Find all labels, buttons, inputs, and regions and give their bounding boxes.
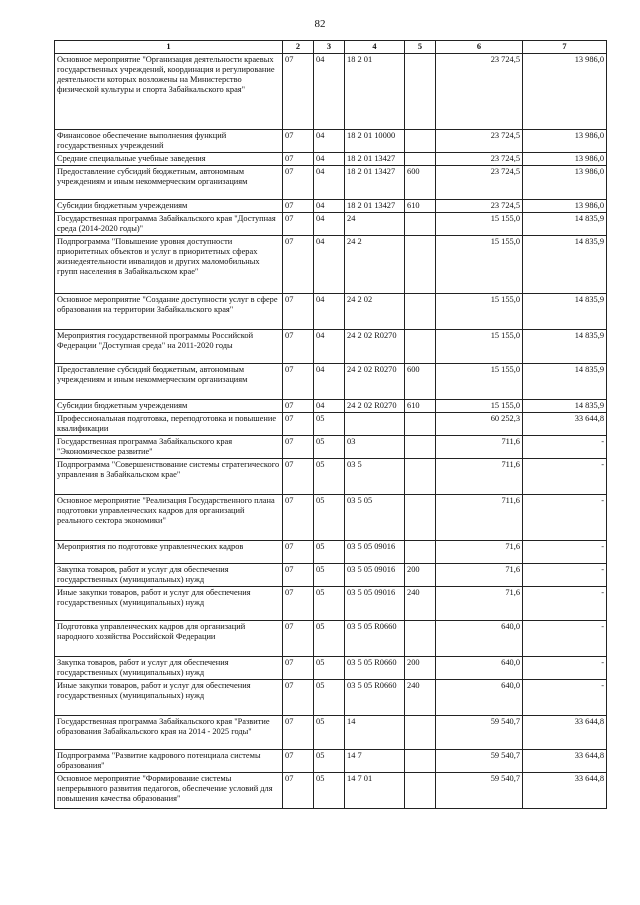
header-col-7: 7 — [523, 41, 607, 54]
row-amount-2-cell: 33 644,8 — [523, 749, 607, 772]
table-row — [55, 199, 607, 212]
row-expense-type-cell — [405, 212, 436, 235]
row-expense-type-cell: 610 — [405, 199, 436, 212]
table-row — [55, 563, 607, 586]
header-col-4: 4 — [345, 41, 405, 54]
row-target-article-cell: 24 2 02 R0270 — [345, 399, 405, 412]
row-amount-1-cell: 15 155,0 — [436, 329, 523, 363]
row-target-article-cell: 18 2 01 10000 — [345, 130, 405, 153]
row-amount-2-cell: - — [523, 435, 607, 458]
row-subsection-cell: 04 — [314, 399, 345, 412]
row-name-cell: Основное мероприятие "Формирование системы непрерывного развития педагогов, обеспечение условий для повышения качества образования" — [55, 772, 283, 808]
row-amount-2-cell: 14 835,9 — [523, 363, 607, 399]
row-subsection-cell: 05 — [314, 679, 345, 715]
row-section-cell: 07 — [283, 563, 314, 586]
row-target-article-cell: 24 2 02 — [345, 293, 405, 329]
budget-table — [54, 40, 607, 809]
row-section-cell: 07 — [283, 199, 314, 212]
row-name-cell: Основное мероприятие "Реализация Государственного плана подготовки управленческих кадров для организаций реального сектора экономики" — [55, 494, 283, 540]
row-target-article-cell: 03 5 05 09016 — [345, 563, 405, 586]
row-section-cell: 07 — [283, 458, 314, 494]
row-amount-1-cell: 15 155,0 — [436, 293, 523, 329]
row-amount-1-cell: 711,6 — [436, 494, 523, 540]
table-row — [55, 399, 607, 412]
row-amount-2-cell: 13 986,0 — [523, 165, 607, 199]
row-amount-2-cell: 13 986,0 — [523, 130, 607, 153]
table-row — [55, 494, 607, 540]
row-amount-1-cell: 711,6 — [436, 458, 523, 494]
row-name-cell: Закупка товаров, работ и услуг для обеспечения государственных (муниципальных) нужд — [55, 563, 283, 586]
row-expense-type-cell: 600 — [405, 363, 436, 399]
row-amount-2-cell: - — [523, 563, 607, 586]
page-number: 82 — [314, 18, 326, 30]
row-subsection-cell: 05 — [314, 412, 345, 435]
row-section-cell: 07 — [283, 363, 314, 399]
row-subsection-cell: 05 — [314, 435, 345, 458]
row-target-article-cell: 03 5 05 — [345, 494, 405, 540]
row-expense-type-cell — [405, 54, 436, 130]
row-amount-1-cell: 60 252,3 — [436, 412, 523, 435]
row-expense-type-cell: 200 — [405, 563, 436, 586]
row-name-cell: Подпрограмма "Развитие кадрового потенциала системы образования" — [55, 749, 283, 772]
row-target-article-cell: 14 7 — [345, 749, 405, 772]
table-row — [55, 212, 607, 235]
row-section-cell: 07 — [283, 494, 314, 540]
table-row — [55, 772, 607, 808]
row-target-article-cell — [345, 412, 405, 435]
row-amount-2-cell: - — [523, 494, 607, 540]
row-expense-type-cell — [405, 620, 436, 656]
row-expense-type-cell — [405, 772, 436, 808]
row-amount-2-cell: - — [523, 458, 607, 494]
row-expense-type-cell — [405, 153, 436, 166]
row-expense-type-cell: 610 — [405, 399, 436, 412]
row-amount-2-cell: 13 986,0 — [523, 54, 607, 130]
row-name-cell: Финансовое обеспечение выполнения функций государственных учреждений — [55, 130, 283, 153]
row-amount-2-cell: 33 644,8 — [523, 412, 607, 435]
row-target-article-cell: 14 7 01 — [345, 772, 405, 808]
row-section-cell: 07 — [283, 130, 314, 153]
row-amount-1-cell: 71,6 — [436, 540, 523, 563]
row-section-cell: 07 — [283, 54, 314, 130]
row-name-cell: Государственная программа Забайкальского края "Доступная среда (2014-2020 годы)" — [55, 212, 283, 235]
header-col-6: 6 — [436, 41, 523, 54]
row-target-article-cell: 18 2 01 13427 — [345, 165, 405, 199]
row-subsection-cell: 05 — [314, 458, 345, 494]
row-amount-2-cell: 14 835,9 — [523, 399, 607, 412]
row-section-cell: 07 — [283, 212, 314, 235]
row-amount-1-cell: 23 724,5 — [436, 54, 523, 130]
row-subsection-cell: 05 — [314, 656, 345, 679]
row-subsection-cell: 04 — [314, 165, 345, 199]
table-row — [55, 235, 607, 293]
row-subsection-cell: 05 — [314, 563, 345, 586]
row-target-article-cell: 03 5 — [345, 458, 405, 494]
row-subsection-cell: 04 — [314, 54, 345, 130]
row-name-cell: Субсидии бюджетным учреждениям — [55, 199, 283, 212]
header-col-5: 5 — [405, 41, 436, 54]
row-section-cell: 07 — [283, 412, 314, 435]
table-body — [55, 54, 607, 809]
row-target-article-cell: 24 2 02 R0270 — [345, 363, 405, 399]
row-target-article-cell: 18 2 01 13427 — [345, 199, 405, 212]
row-amount-1-cell: 15 155,0 — [436, 235, 523, 293]
table-row — [55, 435, 607, 458]
row-subsection-cell: 04 — [314, 199, 345, 212]
row-amount-1-cell: 15 155,0 — [436, 363, 523, 399]
row-name-cell: Предоставление субсидий бюджетным, автономным учреждениям и иным некоммерческим организациям — [55, 363, 283, 399]
row-subsection-cell: 05 — [314, 715, 345, 749]
row-subsection-cell: 04 — [314, 235, 345, 293]
row-name-cell: Основное мероприятие "Организация деятельности краевых государственных учреждений, координация и регулирование деятельности которых возложены на Министерство физической культуры и спорта Забайкальского края" — [55, 54, 283, 130]
row-amount-2-cell: 33 644,8 — [523, 772, 607, 808]
table-row — [55, 620, 607, 656]
row-expense-type-cell: 600 — [405, 165, 436, 199]
row-section-cell: 07 — [283, 435, 314, 458]
row-name-cell: Основное мероприятие "Создание доступности услуг в сфере образования на территории Забайкальского края" — [55, 293, 283, 329]
row-name-cell: Подготовка управленческих кадров для организаций народного хозяйства Российской Федерации — [55, 620, 283, 656]
row-section-cell: 07 — [283, 399, 314, 412]
table-row — [55, 153, 607, 166]
table-row — [55, 679, 607, 715]
row-subsection-cell: 05 — [314, 620, 345, 656]
row-subsection-cell: 04 — [314, 130, 345, 153]
row-amount-2-cell: 13 986,0 — [523, 199, 607, 212]
table-row — [55, 540, 607, 563]
row-target-article-cell: 24 — [345, 212, 405, 235]
row-expense-type-cell — [405, 293, 436, 329]
row-amount-2-cell: 14 835,9 — [523, 235, 607, 293]
row-amount-1-cell: 23 724,5 — [436, 153, 523, 166]
row-subsection-cell: 05 — [314, 749, 345, 772]
table-row — [55, 715, 607, 749]
row-expense-type-cell — [405, 749, 436, 772]
row-amount-2-cell: 14 835,9 — [523, 329, 607, 363]
row-name-cell: Субсидии бюджетным учреждениям — [55, 399, 283, 412]
table-header-row — [55, 41, 607, 54]
row-amount-1-cell: 23 724,5 — [436, 165, 523, 199]
row-target-article-cell: 03 5 05 R0660 — [345, 656, 405, 679]
row-subsection-cell: 04 — [314, 329, 345, 363]
row-expense-type-cell — [405, 715, 436, 749]
row-expense-type-cell — [405, 412, 436, 435]
row-section-cell: 07 — [283, 715, 314, 749]
row-expense-type-cell: 200 — [405, 656, 436, 679]
row-section-cell: 07 — [283, 772, 314, 808]
row-amount-2-cell: - — [523, 540, 607, 563]
row-expense-type-cell — [405, 435, 436, 458]
row-section-cell: 07 — [283, 749, 314, 772]
table-row — [55, 656, 607, 679]
row-target-article-cell: 14 — [345, 715, 405, 749]
row-expense-type-cell — [405, 458, 436, 494]
row-target-article-cell: 18 2 01 — [345, 54, 405, 130]
row-name-cell: Подпрограмма "Повышение уровня доступности приоритетных объектов и услуг в приоритетных сферах жизнедеятельности инвалидов и других маломобильных групп населения в Забайкальском крае" — [55, 235, 283, 293]
row-name-cell: Государственная программа Забайкальского края "Экономическое развитие" — [55, 435, 283, 458]
row-amount-2-cell: - — [523, 656, 607, 679]
table-row — [55, 130, 607, 153]
row-section-cell: 07 — [283, 540, 314, 563]
table-row — [55, 749, 607, 772]
row-name-cell: Закупка товаров, работ и услуг для обеспечения государственных (муниципальных) нужд — [55, 656, 283, 679]
row-expense-type-cell — [405, 540, 436, 563]
row-amount-2-cell: 33 644,8 — [523, 715, 607, 749]
header-col-3: 3 — [314, 41, 345, 54]
row-name-cell: Мероприятия государственной программы Российской Федерации "Доступная среда" на 2011-2020 годы — [55, 329, 283, 363]
row-subsection-cell: 05 — [314, 540, 345, 563]
row-name-cell: Мероприятия по подготовке управленческих кадров — [55, 540, 283, 563]
row-name-cell: Средние специальные учебные заведения — [55, 153, 283, 166]
row-name-cell: Иные закупки товаров, работ и услуг для обеспечения государственных (муниципальных) нужд — [55, 679, 283, 715]
row-name-cell: Государственная программа Забайкальского края "Развитие образования Забайкальского края на 2014 - 2025 годы" — [55, 715, 283, 749]
row-expense-type-cell — [405, 235, 436, 293]
row-section-cell: 07 — [283, 293, 314, 329]
row-amount-2-cell: 14 835,9 — [523, 212, 607, 235]
row-subsection-cell: 05 — [314, 494, 345, 540]
row-subsection-cell: 04 — [314, 153, 345, 166]
row-amount-1-cell: 640,0 — [436, 620, 523, 656]
row-amount-1-cell: 15 155,0 — [436, 212, 523, 235]
row-name-cell: Подпрограмма "Совершенствование системы стратегического управления в Забайкальском крае" — [55, 458, 283, 494]
table-row — [55, 165, 607, 199]
row-amount-2-cell: - — [523, 586, 607, 620]
row-subsection-cell: 04 — [314, 293, 345, 329]
row-subsection-cell: 04 — [314, 212, 345, 235]
row-amount-2-cell: 13 986,0 — [523, 153, 607, 166]
row-amount-1-cell: 59 540,7 — [436, 715, 523, 749]
row-section-cell: 07 — [283, 165, 314, 199]
row-amount-1-cell: 23 724,5 — [436, 199, 523, 212]
row-expense-type-cell: 240 — [405, 586, 436, 620]
row-target-article-cell: 03 5 05 R0660 — [345, 620, 405, 656]
row-subsection-cell: 04 — [314, 363, 345, 399]
row-amount-1-cell: 59 540,7 — [436, 749, 523, 772]
row-target-article-cell: 24 2 02 R0270 — [345, 329, 405, 363]
table-row — [55, 458, 607, 494]
row-section-cell: 07 — [283, 679, 314, 715]
row-amount-1-cell: 640,0 — [436, 656, 523, 679]
row-expense-type-cell — [405, 130, 436, 153]
row-amount-1-cell: 15 155,0 — [436, 399, 523, 412]
row-target-article-cell: 03 5 05 R0660 — [345, 679, 405, 715]
row-expense-type-cell — [405, 329, 436, 363]
row-section-cell: 07 — [283, 586, 314, 620]
row-amount-1-cell: 711,6 — [436, 435, 523, 458]
row-amount-1-cell: 71,6 — [436, 586, 523, 620]
row-section-cell: 07 — [283, 153, 314, 166]
row-amount-1-cell: 71,6 — [436, 563, 523, 586]
table-row — [55, 586, 607, 620]
row-target-article-cell: 03 — [345, 435, 405, 458]
row-name-cell: Профессиональная подготовка, переподготовка и повышение квалификации — [55, 412, 283, 435]
table-row — [55, 293, 607, 329]
row-expense-type-cell: 240 — [405, 679, 436, 715]
row-amount-2-cell: - — [523, 620, 607, 656]
row-section-cell: 07 — [283, 329, 314, 363]
row-section-cell: 07 — [283, 620, 314, 656]
row-amount-2-cell: - — [523, 679, 607, 715]
row-amount-1-cell: 59 540,7 — [436, 772, 523, 808]
row-amount-1-cell: 640,0 — [436, 679, 523, 715]
table-row — [55, 54, 607, 130]
header-col-1: 1 — [55, 41, 283, 54]
row-target-article-cell: 24 2 — [345, 235, 405, 293]
row-amount-2-cell: 14 835,9 — [523, 293, 607, 329]
row-subsection-cell: 05 — [314, 772, 345, 808]
table-row — [55, 329, 607, 363]
row-target-article-cell: 03 5 05 09016 — [345, 586, 405, 620]
table-row — [55, 412, 607, 435]
row-amount-1-cell: 23 724,5 — [436, 130, 523, 153]
row-subsection-cell: 05 — [314, 586, 345, 620]
row-name-cell: Иные закупки товаров, работ и услуг для обеспечения государственных (муниципальных) нужд — [55, 586, 283, 620]
row-name-cell: Предоставление субсидий бюджетным, автономным учреждениям и иным некоммерческим организациям — [55, 165, 283, 199]
header-col-2: 2 — [283, 41, 314, 54]
row-target-article-cell: 03 5 05 09016 — [345, 540, 405, 563]
row-expense-type-cell — [405, 494, 436, 540]
row-section-cell: 07 — [283, 656, 314, 679]
table-row — [55, 363, 607, 399]
row-target-article-cell: 18 2 01 13427 — [345, 153, 405, 166]
row-section-cell: 07 — [283, 235, 314, 293]
